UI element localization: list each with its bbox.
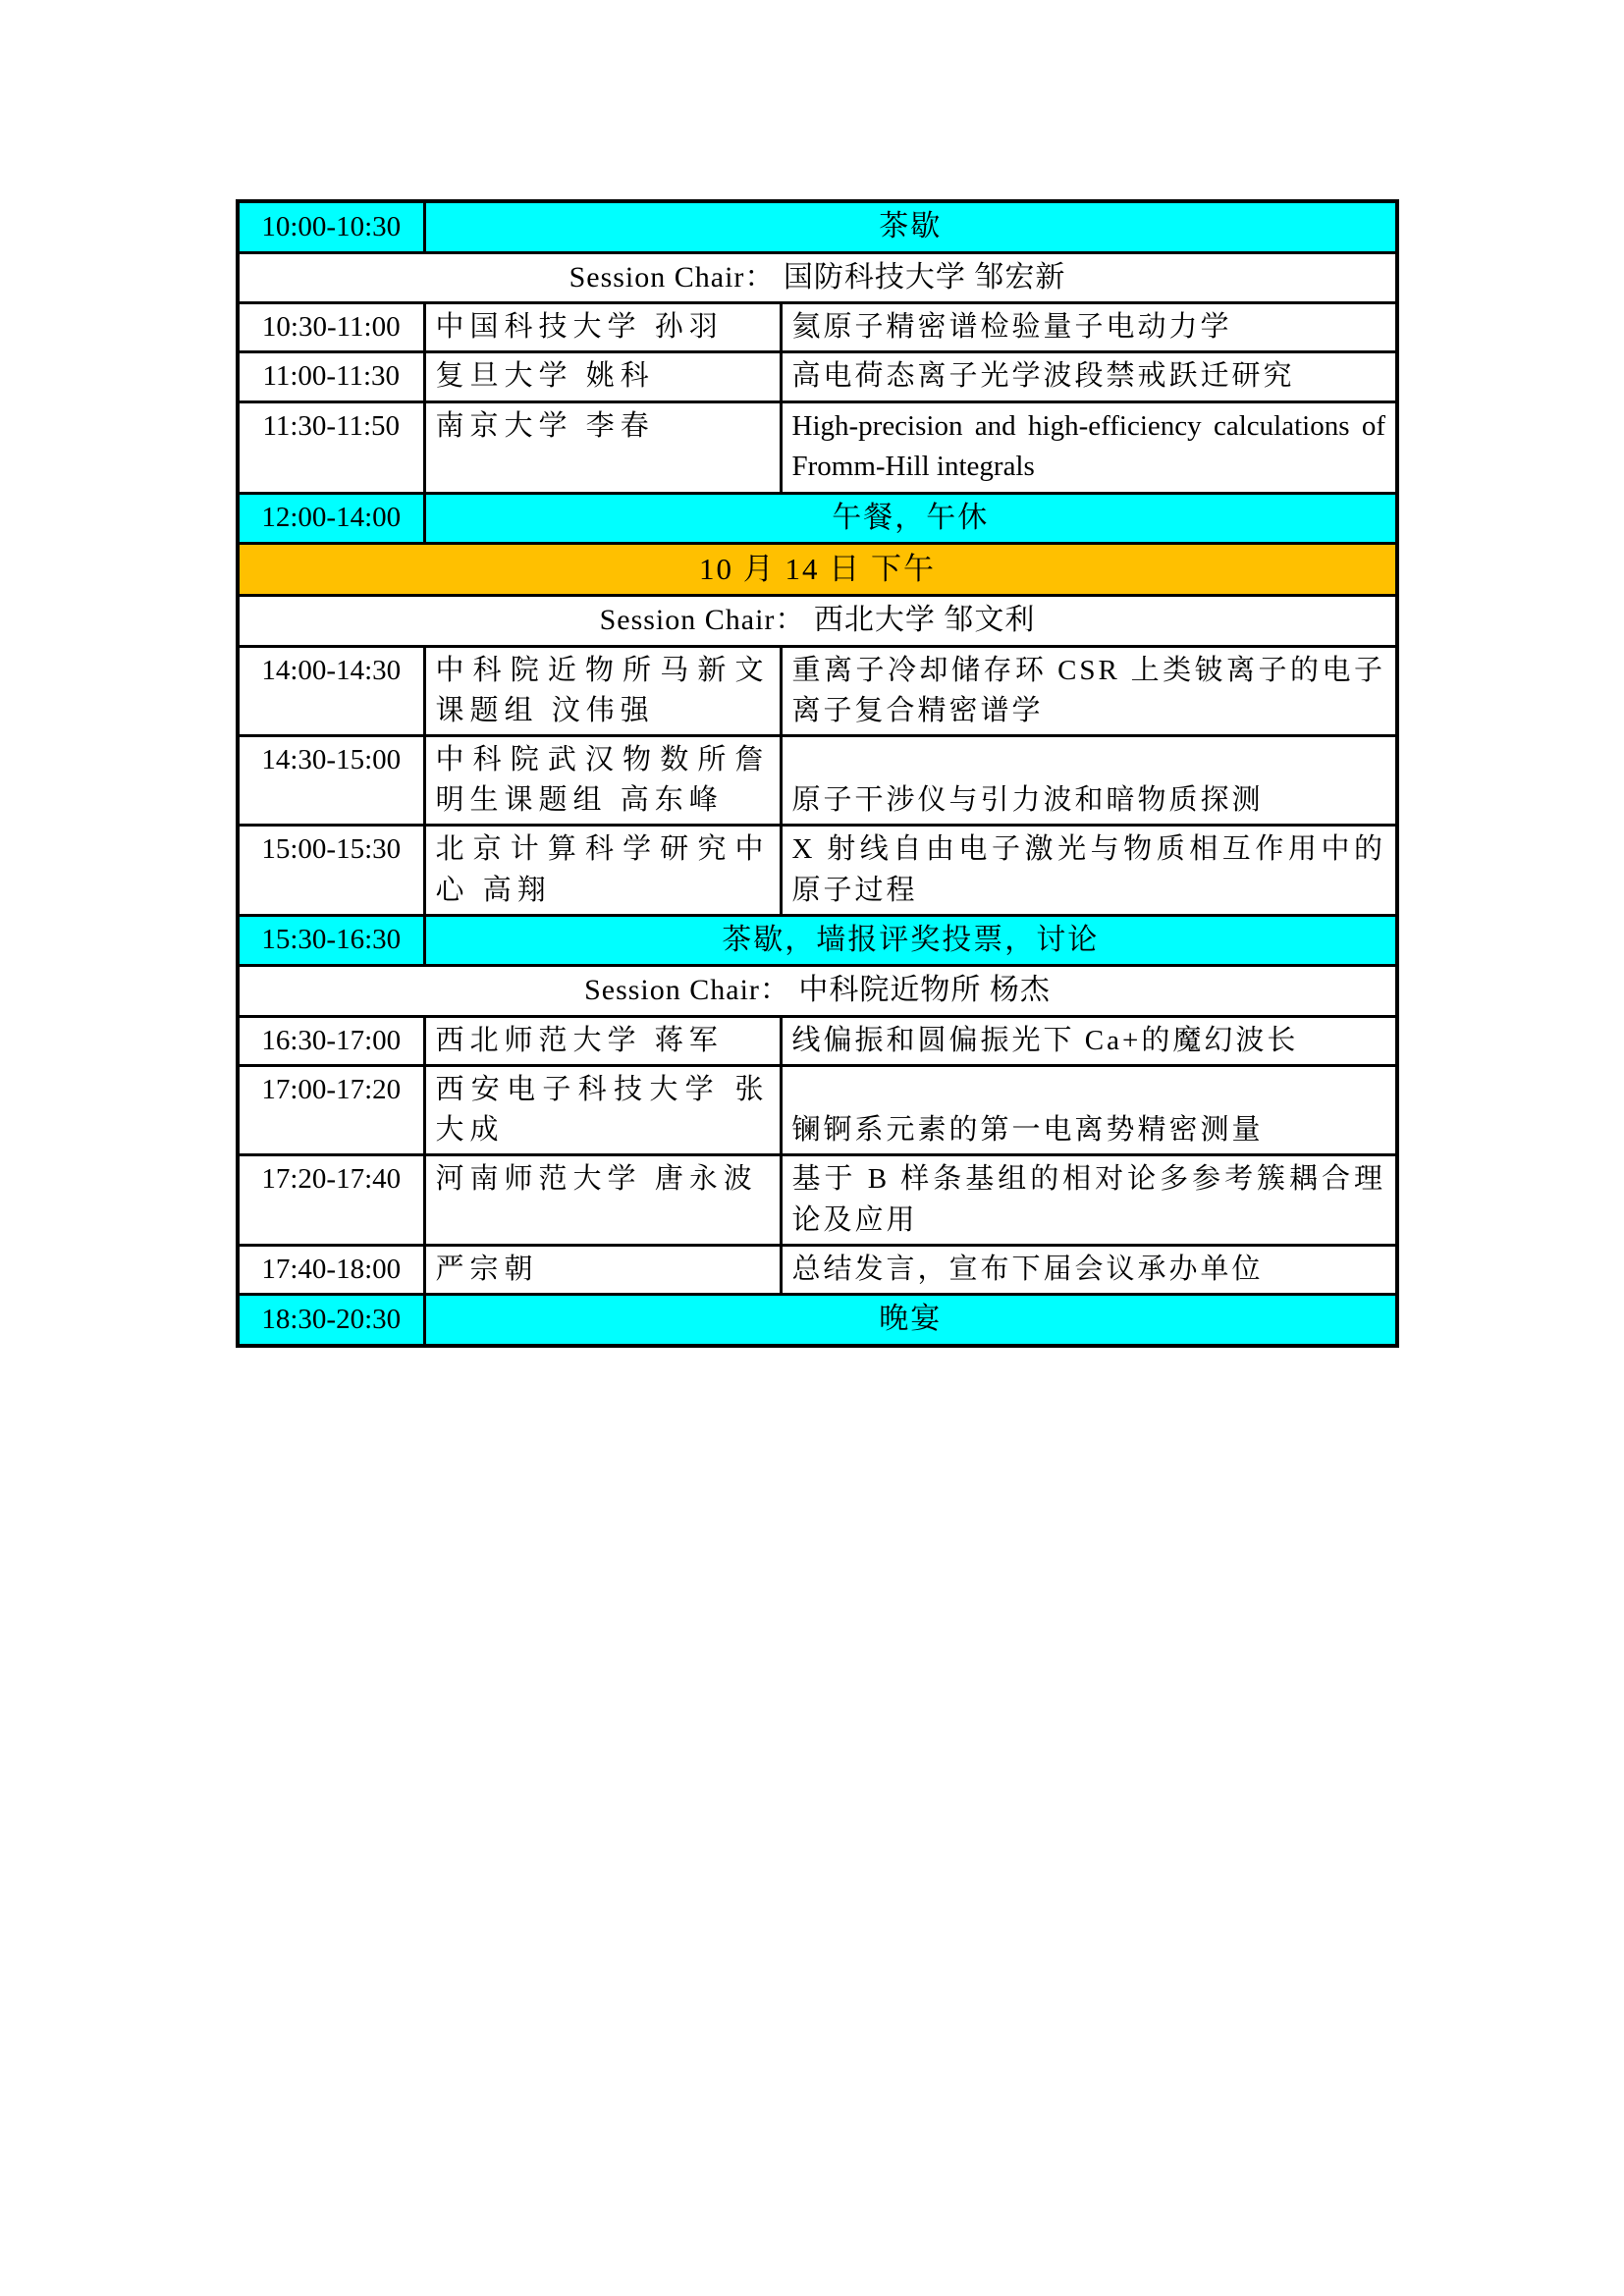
title-cell: 镧锕系元素的第一电离势精密测量 — [781, 1066, 1397, 1155]
table-row — [238, 1294, 1397, 1345]
time-cell: 17:40-18:00 — [238, 1245, 424, 1294]
table-row — [238, 646, 1397, 735]
table-row — [238, 915, 1397, 966]
session-chair-label: Session Chair： 国防科技大学 邹宏新 — [238, 252, 1397, 303]
table-row — [238, 352, 1397, 401]
time-cell: 17:20-17:40 — [238, 1155, 424, 1245]
table-row — [238, 1016, 1397, 1065]
time-cell: 12:00-14:00 — [238, 493, 424, 544]
time-cell: 17:00-17:20 — [238, 1066, 424, 1155]
break-label: 茶歇，墙报评奖投票，讨论 — [424, 915, 1397, 966]
title-cell: X 射线自由电子激光与物质相互作用中的原子过程 — [781, 826, 1397, 915]
table-row — [238, 736, 1397, 826]
break-label: 晚宴 — [424, 1294, 1397, 1345]
time-cell: 14:00-14:30 — [238, 646, 424, 735]
title-cell: 重离子冷却储存环 CSR 上类铍离子的电子离子复合精密谱学 — [781, 646, 1397, 735]
time-cell: 15:00-15:30 — [238, 826, 424, 915]
time-cell: 11:00-11:30 — [238, 352, 424, 401]
title-cell: 线偏振和圆偏振光下 Ca+的魔幻波长 — [781, 1016, 1397, 1065]
table-row — [238, 826, 1397, 915]
time-cell: 14:30-15:00 — [238, 736, 424, 826]
break-label: 茶歇 — [424, 201, 1397, 252]
time-cell: 11:30-11:50 — [238, 401, 424, 493]
speaker-cell: 中科院武汉物数所詹明生课题组 高东峰 — [424, 736, 781, 826]
speaker-cell: 南京大学 李春 — [424, 401, 781, 493]
table-row — [238, 401, 1397, 493]
schedule-table — [236, 199, 1399, 1348]
session-chair-row — [238, 596, 1397, 647]
table-row — [238, 201, 1397, 252]
time-cell: 18:30-20:30 — [238, 1294, 424, 1345]
break-label: 午餐，午休 — [424, 493, 1397, 544]
time-cell: 10:00-10:30 — [238, 201, 424, 252]
table-row — [238, 493, 1397, 544]
session-chair-label: Session Chair： 中科院近物所 杨杰 — [238, 966, 1397, 1017]
table-row — [238, 1155, 1397, 1245]
session-chair-label: Session Chair： 西北大学 邹文利 — [238, 596, 1397, 647]
day-header-row — [238, 544, 1397, 596]
day-header-label: 10 月 14 日 下午 — [238, 544, 1397, 596]
title-cell: 高电荷态离子光学波段禁戒跃迁研究 — [781, 352, 1397, 401]
title-cell: 氦原子精密谱检验量子电动力学 — [781, 303, 1397, 352]
title-cell: 原子干涉仪与引力波和暗物质探测 — [781, 736, 1397, 826]
time-cell: 10:30-11:00 — [238, 303, 424, 352]
speaker-cell: 西北师范大学 蒋军 — [424, 1016, 781, 1065]
session-chair-row — [238, 966, 1397, 1017]
title-cell: High-precision and high-efficiency calculations of Fromm-Hill integrals — [781, 401, 1397, 493]
time-cell: 15:30-16:30 — [238, 915, 424, 966]
speaker-cell: 西安电子科技大学 张大成 — [424, 1066, 781, 1155]
title-cell: 总结发言，宣布下届会议承办单位 — [781, 1245, 1397, 1294]
speaker-cell: 河南师范大学 唐永波 — [424, 1155, 781, 1245]
title-cell: 基于 B 样条基组的相对论多参考簇耦合理论及应用 — [781, 1155, 1397, 1245]
speaker-cell: 严宗朝 — [424, 1245, 781, 1294]
table-row — [238, 303, 1397, 352]
session-chair-row — [238, 252, 1397, 303]
time-cell: 16:30-17:00 — [238, 1016, 424, 1065]
table-row — [238, 1245, 1397, 1294]
speaker-cell: 北京计算科学研究中心 高翔 — [424, 826, 781, 915]
speaker-cell: 中科院近物所马新文课题组 汶伟强 — [424, 646, 781, 735]
speaker-cell: 中国科技大学 孙羽 — [424, 303, 781, 352]
speaker-cell: 复旦大学 姚科 — [424, 352, 781, 401]
table-row — [238, 1066, 1397, 1155]
